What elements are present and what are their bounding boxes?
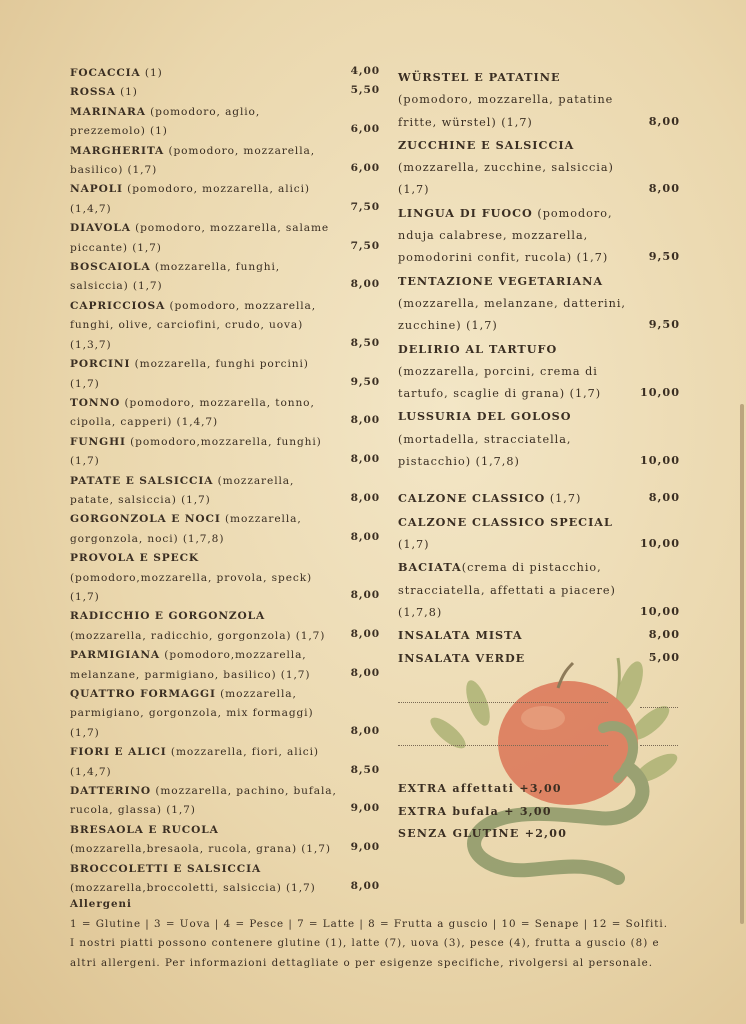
menu-item-price: 5,50: [350, 84, 380, 97]
menu-item-text: [70, 510, 382, 549]
menu-item-text: [70, 219, 382, 258]
menu-item: [70, 103, 382, 142]
menu-item-description: (pomodoro, mozzarella, basilico) (1,7): [70, 144, 315, 177]
menu-item-text: [398, 134, 680, 202]
menu-item-price: 6,00: [350, 123, 380, 136]
menu-item: [70, 860, 382, 899]
menu-item-description: (pomodoro, mozzarella, patatine fritte, würstel) (1,7): [398, 93, 614, 129]
menu-item-name: TONNO: [70, 396, 121, 409]
menu-item-name: INSALATA VERDE: [398, 651, 526, 666]
menu-item-description: (1,7): [398, 537, 430, 551]
menu-item-text: [70, 355, 382, 394]
menu-item-description: (mozzarella, funghi porcini) (1,7): [70, 358, 309, 390]
menu-item-price: 7,50: [350, 239, 380, 252]
menu-item-description: (pomodoro, mozzarella, alici) (1,4,7): [70, 183, 310, 215]
menu-item-name: FIORI E ALICI: [70, 746, 167, 759]
menu-item-text: [70, 607, 382, 646]
menu-item-name: BOSCAIOLA: [70, 261, 151, 274]
menu-item: [398, 487, 680, 510]
menu-item: [70, 510, 382, 549]
menu-item-text: [398, 647, 680, 670]
menu-item-text: [70, 180, 382, 219]
menu-item-price: 8,00: [350, 530, 380, 543]
menu-item-name: CALZONE CLASSICO SPECIAL: [398, 514, 613, 529]
menu-item-text: [70, 472, 382, 511]
extra-item: EXTRA bufala + 3,00: [398, 804, 552, 818]
menu-item-text: [398, 66, 680, 134]
menu-item-name: BRESAOLA E RUCOLA: [70, 823, 219, 836]
extras-list: [398, 778, 567, 846]
menu-item: [398, 202, 680, 270]
menu-item: [70, 607, 382, 646]
menu-item-text: [70, 142, 382, 181]
menu-item-price: 8,50: [350, 763, 380, 776]
menu-item-price: 8,00: [648, 113, 680, 128]
menu-item-text: [70, 646, 382, 685]
menu-item-description: (pomodoro,mozzarella, melanzane, parmigiano, basilico) (1,7): [70, 649, 311, 681]
menu-item-name: GORGONZOLA E NOCI: [70, 513, 221, 526]
menu-item-name: INSALATA MISTA: [398, 628, 523, 643]
menu-item-price: 8,00: [648, 181, 680, 196]
menu-item-price: 9,50: [350, 375, 380, 388]
menu-item-price: 4,00: [350, 65, 380, 77]
menu-item-text: [70, 782, 382, 821]
menu-item: [398, 405, 680, 473]
menu-item: [398, 624, 680, 647]
menu-item: [70, 646, 382, 685]
menu-item-description: (mozzarella, radicchio, gorgonzola) (1,7): [70, 629, 326, 642]
menu-item-name: TENTAZIONE VEGETARIANA: [398, 273, 604, 288]
menu-item-description: (pomodoro, aglio, prezzemolo) (1): [70, 105, 261, 138]
menu-item: [70, 180, 382, 219]
menu-item-description: (crema di pistacchio, stracciatella, affettati a piacere) (1,7,8): [398, 561, 616, 619]
menu-item-text: [70, 685, 382, 743]
menu-item-text: [398, 624, 680, 647]
menu-item-description: (mozzarella,bresaola, rucola, grana) (1,7): [70, 843, 331, 856]
menu-item-price: 8,00: [350, 278, 380, 291]
menu-item: [70, 83, 382, 102]
menu-item-name: QUATTRO FORMAGGI: [70, 688, 216, 700]
menu-item: [398, 647, 680, 670]
menu-item: [398, 66, 680, 134]
menu-item-description: (mozzarella,broccoletti, salsiccia) (1,7): [70, 882, 316, 895]
menu-item-price: 8,00: [350, 588, 380, 601]
menu-item-text: [398, 487, 680, 510]
menu-item: [70, 394, 382, 433]
menu-item-price: 8,00: [350, 453, 380, 466]
menu-item-name: ROSSA: [70, 86, 116, 99]
menu-item-price: 8,00: [350, 880, 380, 893]
menu-item-name: MARINARA: [70, 105, 146, 118]
menu-item-name: DELIRIO AL TARTUFO: [398, 341, 558, 356]
menu-item-price: 8,50: [350, 336, 380, 349]
allergen-title: Allergeni: [70, 898, 132, 910]
menu-item-price: 10,00: [639, 535, 680, 550]
menu-item-name: MARGHERITA: [70, 144, 165, 157]
menu-item-description: (pomodoro, mozzarella, tonno, cipolla, capperi) (1,4,7): [70, 396, 315, 429]
menu-item-description: (mozzarella, fiori, alici) (1,4,7): [70, 746, 319, 778]
menu-item-description: (pomodoro, nduja calabrese, mozzarella, pomodorini confit, rucola) (1,7): [398, 206, 613, 265]
menu-item-description: (pomodoro, mozzarella, funghi, olive, carciofini, crudo, uova) (1,3,7): [70, 299, 317, 351]
menu-item-text: [398, 338, 680, 406]
menu-item-name: CAPRICCIOSA: [70, 299, 166, 312]
menu-item-text: [70, 83, 382, 102]
menu-item-price: 8,00: [350, 414, 380, 427]
menu-item-name: WÜRSTEL E PATATINE: [398, 70, 561, 84]
menu-item-name: CALZONE CLASSICO: [398, 491, 546, 506]
menu-item-description: (mozzarella, gorgonzola, noci) (1,7,8): [70, 513, 302, 545]
menu-item: [70, 472, 382, 511]
menu-item-text: [398, 405, 680, 473]
menu-item-price: 7,50: [350, 200, 380, 213]
menu-item-description: (1,7): [545, 492, 582, 506]
divider-line: [640, 745, 678, 746]
pizza-list-left: [70, 64, 382, 898]
scrollbar[interactable]: [740, 404, 744, 924]
divider-line: [640, 707, 678, 708]
menu-item: [398, 511, 680, 557]
menu-item-name: DIAVOLA: [70, 222, 131, 235]
menu-item-price: 8,00: [350, 724, 380, 737]
menu-item-price: 9,50: [648, 249, 680, 264]
menu-item: [70, 258, 382, 297]
menu-item: [70, 297, 382, 355]
menu-item: [70, 433, 382, 472]
menu-item: [70, 743, 382, 782]
menu-item-price: 8,00: [648, 627, 680, 642]
menu-item: [398, 338, 680, 406]
menu-item-price: 9,50: [648, 317, 680, 332]
divider-line: [398, 702, 608, 703]
menu-item-price: 8,00: [648, 490, 680, 505]
menu-item-price: 10,00: [639, 603, 680, 618]
menu-item-price: 5,00: [648, 650, 680, 665]
menu-item-name: FUNGHI: [70, 435, 126, 448]
menu-item-description: (1): [140, 67, 163, 79]
menu-item: [70, 355, 382, 394]
menu-item-text: [70, 103, 382, 142]
menu-item-description: (pomodoro, mozzarella, salame piccante) (1,7): [70, 222, 330, 254]
menu-item-text: [70, 433, 382, 472]
menu-item-text: [398, 202, 680, 270]
menu-item-price: 10,00: [639, 385, 680, 400]
menu-item: [70, 142, 382, 181]
menu-item-name: NAPOLI: [70, 183, 123, 196]
menu-item-text: [398, 270, 680, 338]
menu-item-description: (mozzarella, patate, salsiccia) (1,7): [70, 474, 295, 506]
menu-item-name: PARMIGIANA: [70, 649, 161, 662]
section-gap: [398, 473, 680, 487]
menu-item-text: [70, 258, 382, 297]
menu-item: [70, 549, 382, 607]
menu-item-price: 10,00: [639, 453, 680, 468]
menu-item-price: 8,00: [350, 627, 380, 640]
extra-item: SENZA GLUTINE +2,00: [398, 827, 568, 840]
menu-item-name: BROCCOLETTI E SALSICCIA: [70, 862, 262, 875]
menu-item-description: (mozzarella, melanzane, datterini, zucchine) (1,7): [398, 296, 626, 333]
menu-item-price: 9,00: [350, 841, 380, 854]
menu-item-text: [70, 549, 382, 607]
menu-item-description: (mozzarella, pachino, bufala, rucola, glassa) (1,7): [70, 785, 337, 817]
menu-item-text: [70, 860, 382, 899]
menu-item-price: 9,00: [350, 802, 380, 815]
menu-item-description: (mozzarella, parmigiano, gorgonzola, mix formaggi) (1,7): [70, 688, 314, 739]
menu-item: [398, 270, 680, 338]
menu-item-name: PROVOLA E SPECK: [70, 552, 200, 565]
allergen-footer: [70, 895, 682, 973]
menu-item-name: LINGUA DI FUOCO: [398, 205, 533, 220]
pizza-list-right: [398, 66, 680, 671]
menu-item-description: (pomodoro,mozzarella, provola, speck) (1,7): [70, 571, 313, 603]
menu-item-name: PATATE E SALSICCIA: [70, 474, 214, 487]
menu-item-text: [70, 64, 382, 83]
extra-item: EXTRA affettati +3,00: [398, 782, 562, 795]
menu-item-price: 8,00: [350, 666, 380, 679]
menu-item-name: PORCINI: [70, 358, 131, 371]
menu-item-description: (mozzarella, porcini, crema di tartufo, scaglie di grana) (1,7): [398, 364, 602, 401]
menu-item-description: (mozzarella, zucchine, salsiccia) (1,7): [398, 161, 614, 197]
menu-item-name: LUSSURIA DEL GOLOSO: [398, 409, 572, 424]
allergen-note: I nostri piatti possono contenere glutine (1), latte (7), uova (3), pesce (4), frutta a guscio (8) e altri allergeni. Per informazioni dettagliate o per esigenze specifiche, rivolgersi al personale.: [70, 937, 660, 969]
menu-item-text: [398, 556, 680, 624]
menu-item-name: RADICCHIO E GORGONZOLA: [70, 610, 266, 623]
menu-item-description: (pomodoro,mozzarella, funghi) (1,7): [70, 435, 322, 468]
menu-item-text: [70, 743, 382, 782]
menu-item-name: FOCACCIA: [70, 67, 141, 79]
menu-item-text: [398, 511, 680, 557]
menu-item: [70, 821, 382, 860]
menu-item: [70, 782, 382, 821]
menu-item: [70, 64, 382, 83]
divider-line: [398, 745, 608, 746]
menu-item-price: 6,00: [350, 162, 380, 175]
apple-snake-illustration: [418, 648, 688, 898]
menu-item: [398, 556, 680, 624]
menu-item-text: [70, 394, 382, 433]
menu-item-description: (mortadella, stracciatella, pistacchio) (1,7,8): [398, 432, 572, 469]
menu-item-description: (mozzarella, funghi, salsiccia) (1,7): [70, 261, 281, 293]
menu-item: [70, 219, 382, 258]
menu-item: [70, 685, 382, 743]
menu-item-name: BACIATA: [398, 560, 462, 575]
allergen-legend: 1 = Glutine | 3 = Uova | 4 = Pesce | 7 = Latte | 8 = Frutta a guscio | 10 = Senape | 12 = Solfiti.: [70, 917, 668, 930]
menu-item: [398, 134, 680, 202]
menu-item-name: DATTERINO: [70, 785, 152, 798]
menu-item-name: ZUCCHINE E SALSICCIA: [398, 137, 575, 152]
menu-item-text: [70, 821, 382, 860]
menu-item-text: [70, 297, 382, 355]
menu-item-description: (1): [115, 86, 138, 99]
menu-item-price: 8,00: [350, 491, 380, 504]
